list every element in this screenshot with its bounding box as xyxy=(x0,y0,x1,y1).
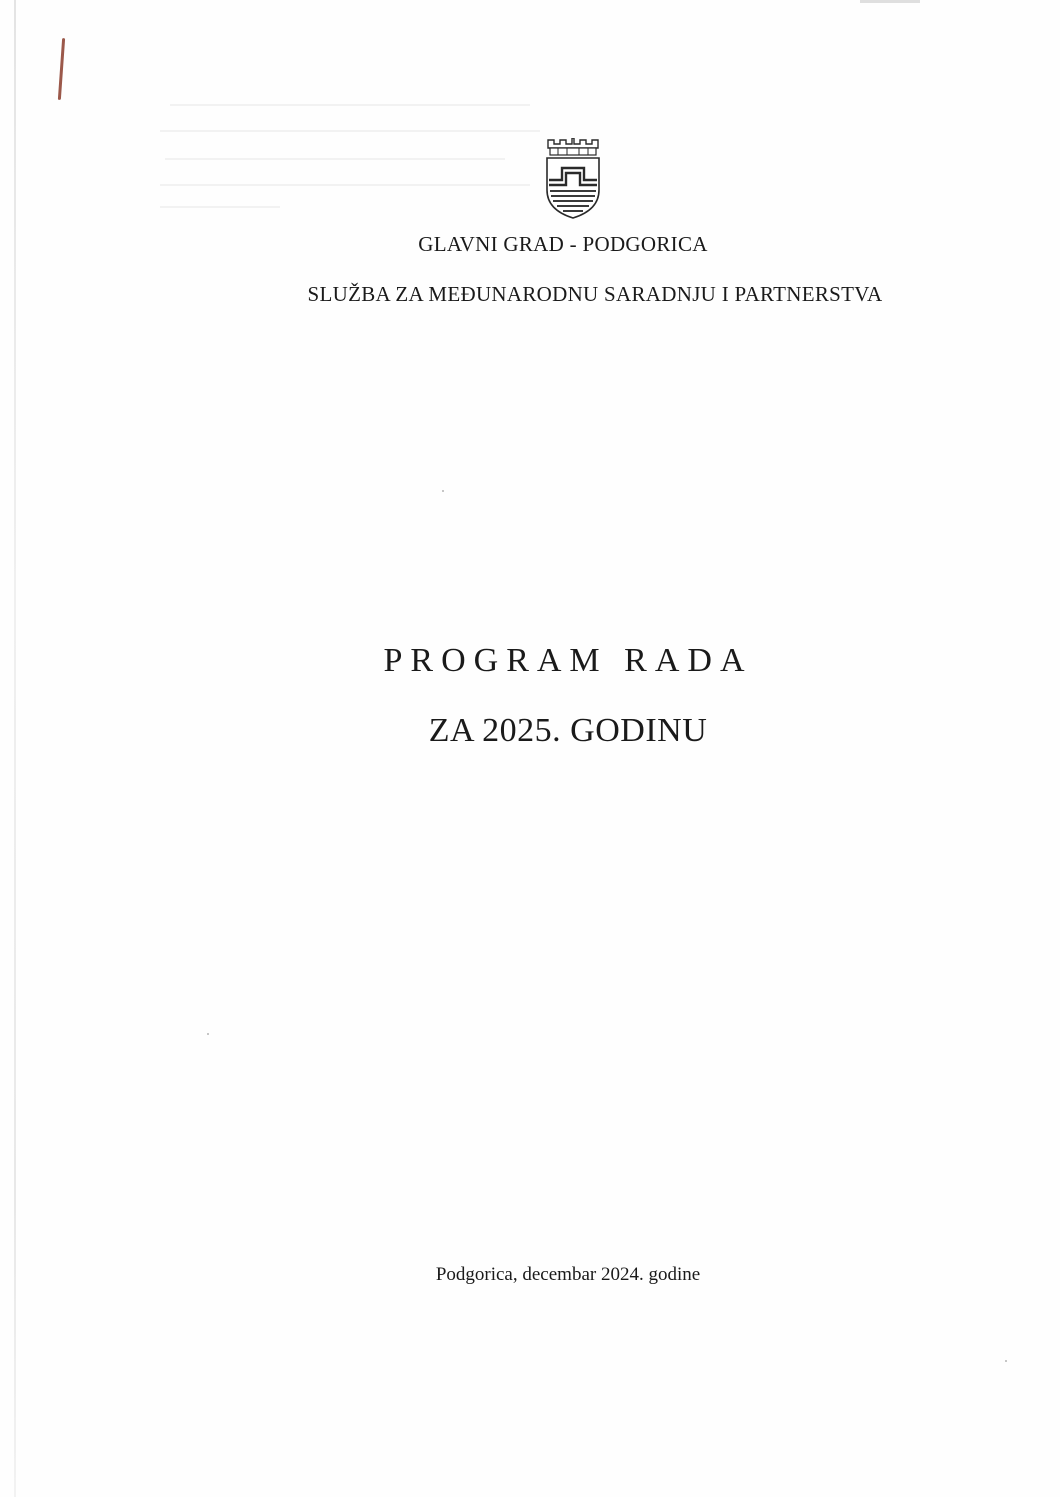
scan-scuff xyxy=(860,0,920,3)
show-through-line xyxy=(160,184,530,186)
show-through-line xyxy=(165,158,505,160)
scan-speck xyxy=(1005,1360,1007,1362)
scan-speck xyxy=(442,490,444,492)
document-subtitle: ZA 2025. GODINU xyxy=(428,712,708,749)
department-name: SLUŽBA ZA MEĐUNARODNU SARADNJU I PARTNERSTVA xyxy=(307,282,883,306)
show-through-line xyxy=(160,206,280,208)
podgorica-coat-of-arms-icon xyxy=(544,138,602,220)
show-through-line xyxy=(160,130,540,132)
pen-mark xyxy=(58,38,65,100)
place-and-date: Podgorica, decembar 2024. godine xyxy=(435,1264,701,1285)
city-name: GLAVNI GRAD - PODGORICA xyxy=(418,232,708,256)
scan-speck xyxy=(207,1033,209,1035)
show-through-line xyxy=(170,104,530,106)
document-title: PROGRAM RADA xyxy=(383,642,753,679)
